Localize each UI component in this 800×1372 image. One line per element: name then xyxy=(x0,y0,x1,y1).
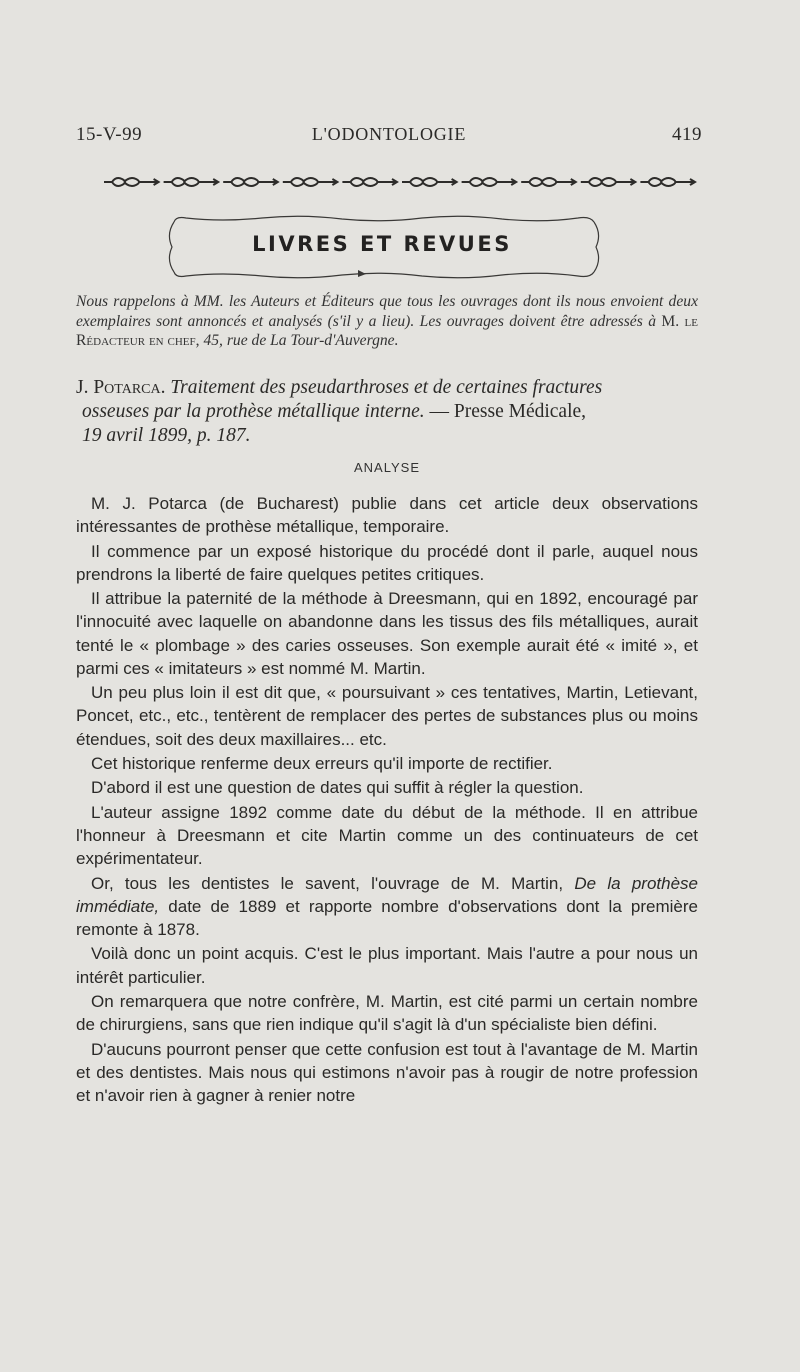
paragraph: Il commence par un exposé historique du procédé dont il parle, auquel nous prendrons la liberté de faire quelques petites critiques. xyxy=(76,541,698,584)
ornament-motif xyxy=(104,178,159,186)
ornament-motif xyxy=(164,178,219,186)
paragraph: Il attribue la paternité de la méthode à Dreesmann, qui en 1892, encouragé par l'innocuité avec laquelle on abandonne dans les tissus des fils métalliques, aurait tenté le « plombage » des caries osseuses. Son exemple aurait été « imité », et parmi ces « imitateurs » est nommé M. Martin. xyxy=(76,589,698,678)
citation-title-cont: osseuses par la prothèse métallique interne. xyxy=(82,401,425,422)
ornament-motif xyxy=(581,178,636,186)
article-body xyxy=(76,492,698,1108)
citation-source: — Presse Médicale, xyxy=(424,401,587,422)
paragraph: D'aucuns pourront penser que cette confusion est tout à l'avantage de M. Martin et des dentistes. Mais nous qui estimons n'avoir pas à rougir de notre profession et n'avoir rien à gagner à renier notre xyxy=(76,1039,698,1105)
decorative-rule-ornament xyxy=(102,174,698,190)
page-number: 419 xyxy=(672,124,702,145)
para-or-text-1: Or, tous les dentistes le savent, l'ouvrage de M. Martin, xyxy=(91,873,575,893)
ornament-motif xyxy=(283,178,338,186)
running-head xyxy=(76,124,702,154)
book-title: De la prothèse immédiate, xyxy=(76,873,698,916)
section-title: LIVRES ET REVUES xyxy=(252,232,512,256)
para-or-text-2: date de 1889 et rapporte nombre d'observations dont la première remonte à 1878. xyxy=(76,896,698,939)
paragraph: Cet historique renferme deux erreurs qu'il importe de rectifier. xyxy=(91,753,553,773)
notice-text-2: 45, rue de La Tour-d'Auvergne. xyxy=(199,332,399,350)
paragraph: Un peu plus loin il est dit que, « poursuivant » ces tentatives, Martin, Letievant, Poncet, etc., etc., tentèrent de remplacer des pertes de substances plus ou moins étendues, soit des deux maxillaires... etc. xyxy=(76,683,698,749)
editorial-notice xyxy=(76,292,698,351)
citation-line-2 xyxy=(76,400,698,424)
ornament-motif xyxy=(223,178,278,186)
ornament-motif xyxy=(521,178,576,186)
paragraph: L'auteur assigne 1892 comme date du début de la méthode. Il en attribue l'honneur à Dreesmann et cite Martin comme un des continuateurs de cet expérimentateur. xyxy=(76,802,698,869)
paragraph: Voilà donc un point acquis. C'est le plus important. Mais l'autre a pour nous un intérêt particulier. xyxy=(76,944,698,987)
ornament-motif xyxy=(462,178,517,186)
ornament-motif xyxy=(342,178,397,186)
citation-date: 19 avril 1899, p. 187. xyxy=(82,425,251,446)
citation-title: Traitement des pseudarthroses et de certaines fractures xyxy=(170,377,603,398)
paragraph: M. J. Potarca (de Bucharest) publie dans cet article deux observations intéressantes de prothèse métallique, temporaire. xyxy=(76,494,698,537)
paragraph: On remarquera que notre confrère, M. Martin, est cité parmi un certain nombre de chirurgiens, sans que rien indique qu'il s'agit là d'un spécialiste bien défini. xyxy=(76,991,698,1035)
issue-date: 15-V-99 xyxy=(76,124,143,145)
citation-author: J. Potarca. xyxy=(76,377,166,398)
bibliographic-citation xyxy=(76,376,698,448)
section-title-frame xyxy=(162,214,602,280)
ornament-motif xyxy=(402,178,457,186)
notice-text-1: Nous rappelons à MM. les Auteurs et Éditeurs que tous les ouvrages dont ils nous envoient deux exemplaires sont annoncés et analysés (s'il y a lieu). Les ouvrages doivent être adressés à xyxy=(76,293,698,330)
notice-addressee: M. le Rédacteur en chef, xyxy=(76,312,698,350)
paragraph-or xyxy=(76,872,698,942)
journal-title: L'ODONTOLOGIE xyxy=(311,124,467,144)
analyse-heading: ANALYSE xyxy=(353,460,420,475)
paragraph: D'abord il est une question de dates qui suffit à régler la question. xyxy=(91,778,584,798)
ornament-motif xyxy=(640,178,695,186)
